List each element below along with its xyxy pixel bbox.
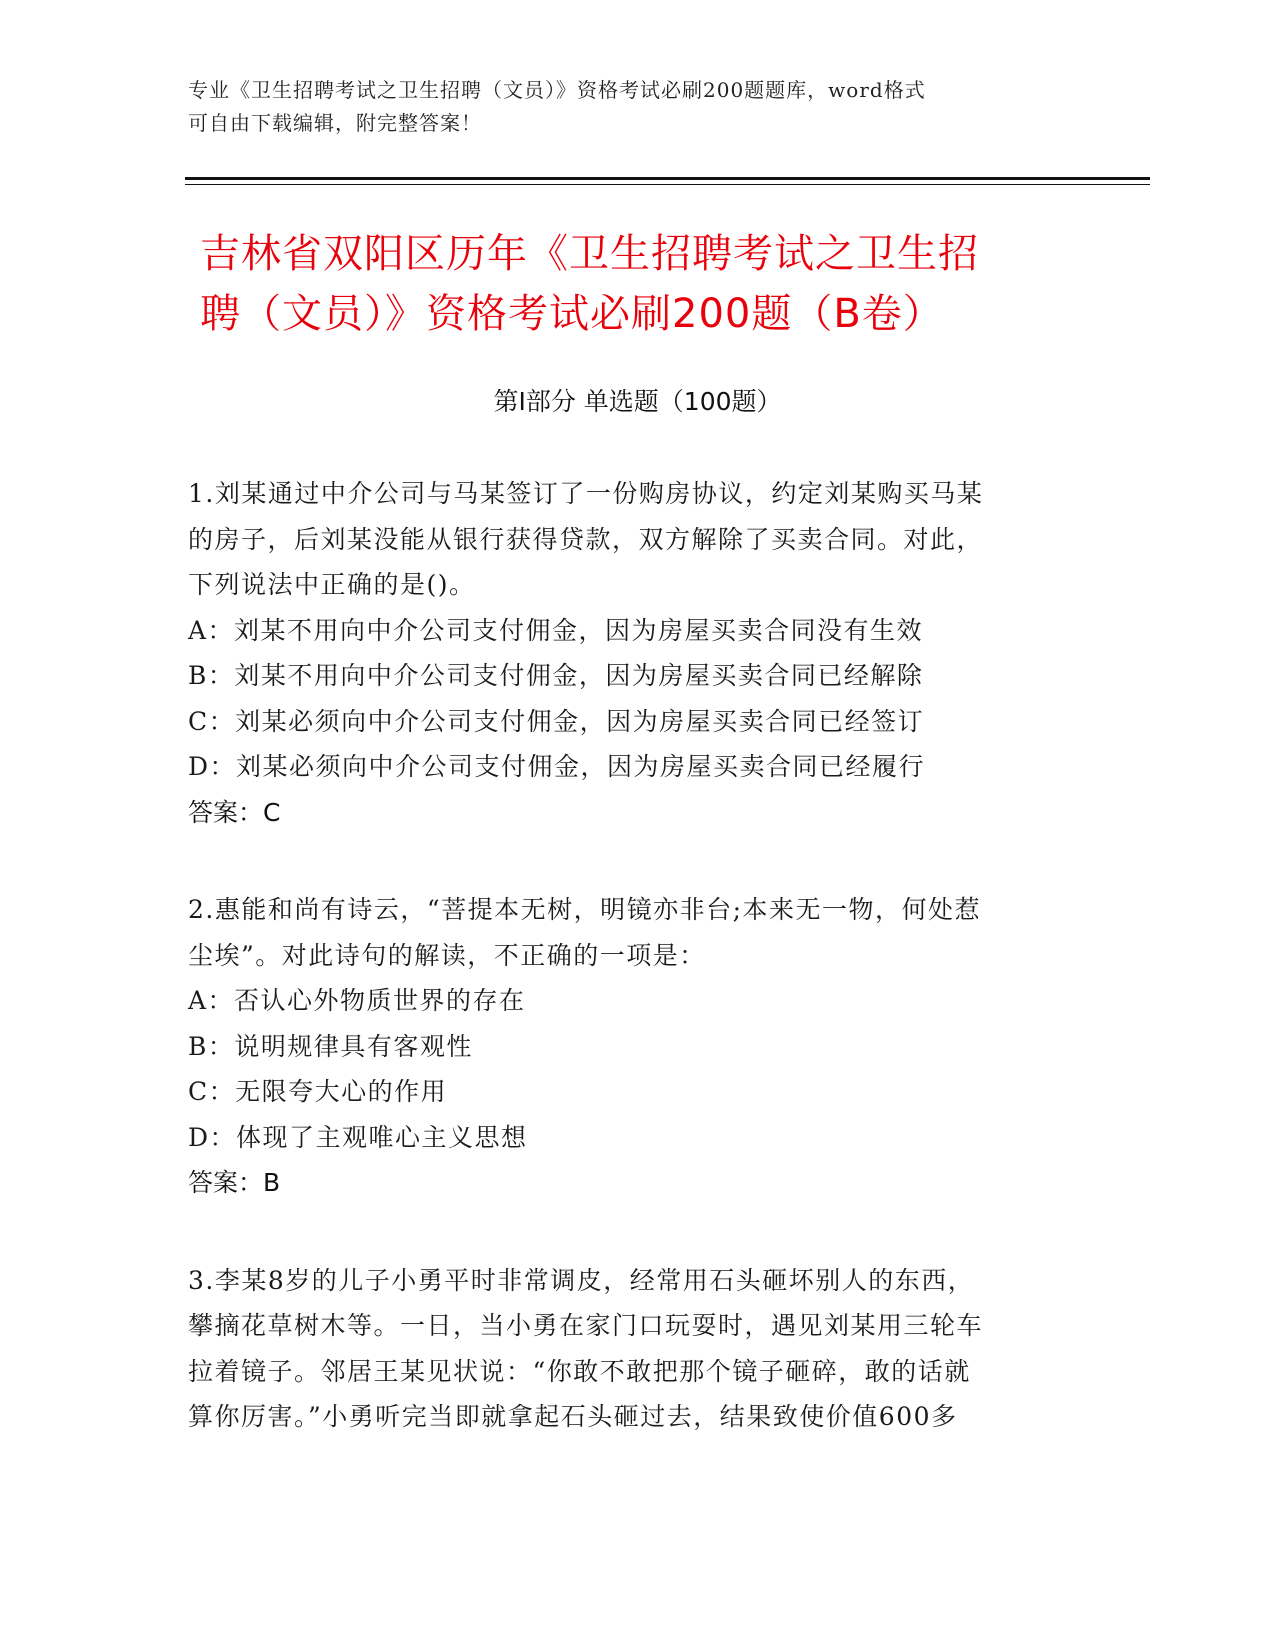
document-title-line-1: 吉林省双阳区历年《卫生招聘考试之卫生招	[200, 231, 979, 277]
question-2-option-d: D：体现了主观唯心主义思想	[188, 1122, 528, 1152]
header-note-line-2: 可自由下载编辑，附完整答案！	[188, 111, 482, 135]
question-1-option-d: D：刘某必须向中介公司支付佣金，因为房屋买卖合同已经履行	[188, 752, 926, 781]
question-3-stem-line: 算你厉害。”小勇听完当即就拿起石头砸过去，结果致使价值600多	[188, 1402, 958, 1431]
header-rule-thin	[185, 184, 1150, 185]
question-2-option-b: B：说明规律具有客观性	[188, 1031, 473, 1061]
question-1	[188, 471, 1078, 835]
question-1-stem-line: 的房子，后刘某没能从银行获得贷款，双方解除了买卖合同。对此，	[188, 524, 984, 554]
question-2-answer: 答案：B	[188, 1168, 281, 1197]
question-2-stem-line: 2.惠能和尚有诗云，“菩提本无树，明镜亦非台;本来无一物，何处惹	[188, 895, 982, 924]
header-note-line-1: 专业《卫生招聘考试之卫生招聘（文员）》资格考试必刷200题题库，word格式	[188, 78, 926, 102]
section-title: 第Ⅰ部分 单选题（100题）	[493, 387, 782, 416]
question-1-answer: 答案：C	[188, 797, 281, 827]
question-3	[188, 1258, 1078, 1440]
question-1-option-c: C：刘某必须向中介公司支付佣金，因为房屋买卖合同已经签订	[188, 706, 925, 736]
question-1-option-b: B：刘某不用向中介公司支付佣金，因为房屋买卖合同已经解除	[188, 661, 924, 690]
question-1-option-a: A：刘某不用向中介公司支付佣金，因为房屋买卖合同没有生效	[188, 615, 924, 645]
question-1-stem-line: 下列说法中正确的是()。	[188, 570, 476, 599]
question-1-stem-line: 1.刘某通过中介公司与马某签订了一份购房协议，约定刘某购买马某	[188, 479, 984, 508]
header-note	[188, 74, 1068, 140]
question-2-option-a: A：否认心外物质世界的存在	[188, 986, 526, 1015]
question-3-stem-line: 拉着镜子。邻居王某见状说：“你敢不敢把那个镜子砸碎，敢的话就	[188, 1356, 971, 1386]
question-list	[188, 471, 1078, 1492]
document-title-line-2: 聘（文员）》资格考试必刷200题（B卷）	[200, 291, 944, 337]
question-3-stem-line: 攀摘花草树木等。一日，当小勇在家门口玩耍时，遇见刘某用三轮车	[188, 1311, 984, 1340]
question-3-stem-line: 3.李某8岁的儿子小勇平时非常调皮，经常用石头砸坏别人的东西，	[188, 1265, 975, 1295]
question-2-stem-line: 尘埃”。对此诗句的解读，不正确的一项是：	[188, 940, 706, 970]
header-rule-thick	[185, 177, 1150, 180]
document-title	[200, 224, 1080, 344]
question-2-option-c: C：无限夸大心的作用	[188, 1077, 448, 1106]
question-2	[188, 887, 1078, 1206]
